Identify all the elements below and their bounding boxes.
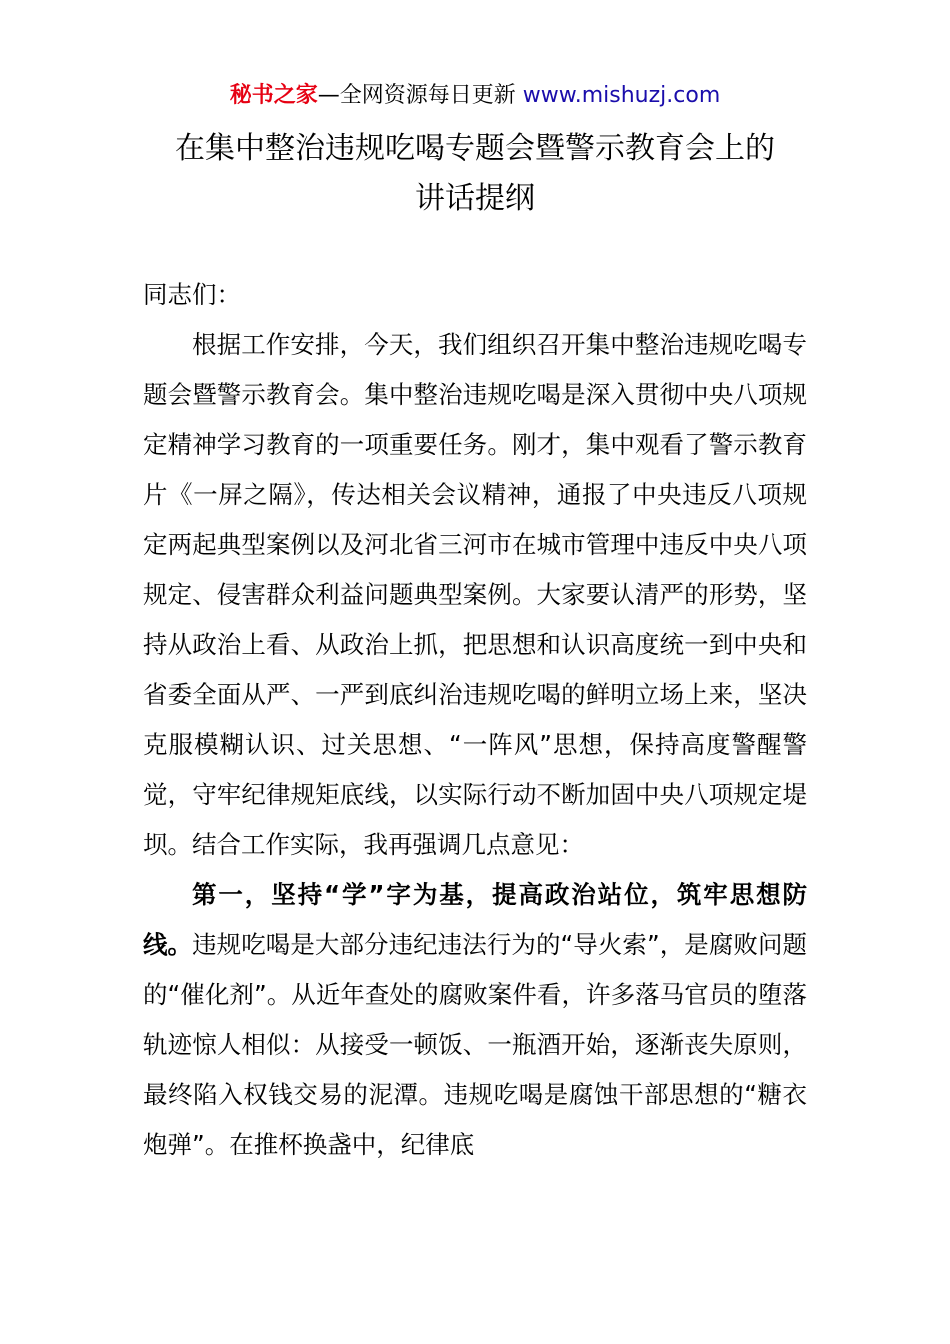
site-url-link[interactable]: www.mishuzj.com bbox=[522, 83, 721, 108]
document-title bbox=[100, 124, 850, 224]
paragraph-first-point bbox=[143, 870, 807, 1170]
document-body bbox=[143, 270, 807, 1170]
paragraph-intro: 根据工作安排，今天，我们组织召开集中整治违规吃喝专题会暨警示教育会。集中整治违规吃喝是深入贯彻中央八项规定精神学习教育的一项重要任务。刚才，集中观看了警示教育片《一屏之隔》，传达相关会议精神，通报了中央违反八项规定两起典型案例以及河北省三河市在城市管理中违反中央八项规定、侵害群众利益问题典型案例。大家要认清严的形势，坚持从政治上看、从政治上抓，把思想和认识高度统一到中央和省委全面从严、一严到底纠治违规吃喝的鲜明立场上来，坚决克服模糊认识、过关思想、“一阵风”思想，保持高度警醒警觉，守牢纪律规矩底线，以实际行动不断加固中央八项规定堤坝。结合工作实际，我再强调几点意见： bbox=[143, 330, 807, 859]
title-line-2: 讲话提纲 bbox=[415, 181, 535, 216]
brand-name: 秘书之家 bbox=[229, 83, 318, 108]
header-tagline: —全网资源每日更新 bbox=[317, 83, 523, 108]
first-point-heading: 第一，坚持“学”字为基，提高政治站位，筑牢思想防线。 bbox=[143, 880, 807, 959]
first-point-body: 违规吃喝是大部分违纪违法行为的“导火索”，是腐败问题的“催化剂”。从近年查处的腐败案件看，许多落马官员的堕落轨迹惊人相似：从接受一顿饭、一瓶酒开始，逐渐丧失原则，最终陷入权钱交易的泥潭。违规吃喝是腐蚀干部思想的“糖衣炮弹”。在推杯换盏中，纪律底 bbox=[143, 930, 807, 1159]
site-header bbox=[0, 80, 950, 112]
salutation: 同志们： bbox=[143, 280, 241, 309]
title-line-1: 在集中整治违规吃喝专题会暨警示教育会上的 bbox=[175, 131, 775, 166]
